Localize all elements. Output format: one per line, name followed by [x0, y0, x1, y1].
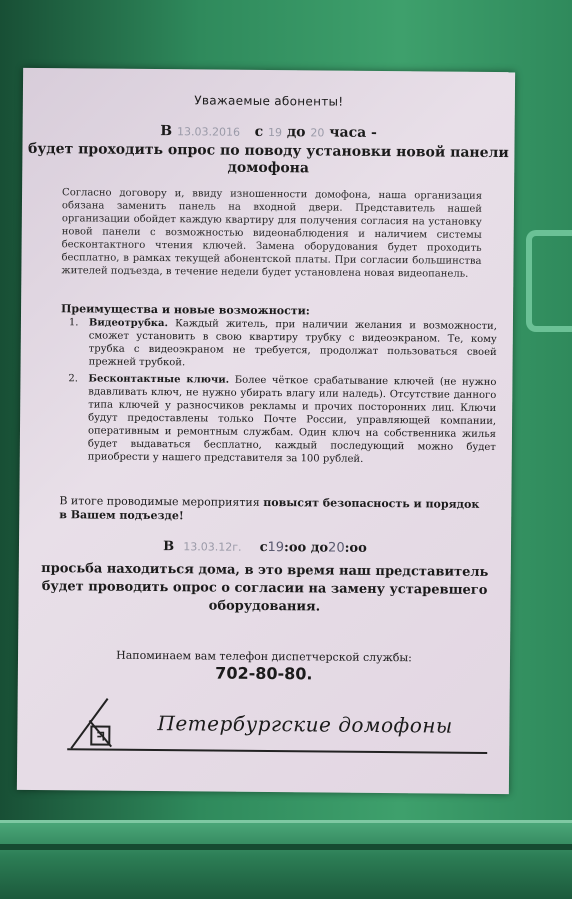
handwritten-visit-to-hour: 20 [328, 540, 345, 556]
handwritten-to-hour: 20 [310, 126, 325, 140]
survey-heading: будет проходить опрос по поводу установки новой панели домофона [27, 140, 509, 177]
list-item [68, 372, 497, 467]
advantages-title: Преимущества и новые возможности: [61, 302, 310, 318]
notice-title: Уважаемые абоненты! [194, 93, 344, 109]
summary-text [59, 494, 489, 526]
phone-line [18, 662, 510, 685]
company-name: Петербургские домофоны [157, 711, 453, 738]
handwritten-visit-from-hour: 19 [267, 540, 285, 556]
door-hinge [526, 230, 572, 332]
list-item-number: 2. [68, 373, 79, 385]
handwritten-from-hour: 19 [267, 126, 283, 140]
door-trim-groove [0, 844, 572, 850]
to-prefix: до [286, 124, 306, 141]
handwritten-date: 13.03.2016 [176, 125, 241, 139]
handwritten-visit-date: 13.03.12г. [183, 540, 242, 554]
intro-paragraph: Согласно договору и, ввиду изношенности домофона, наша организация обязана заменить панель на входной двери. Представитель нашей организации обойдет каждую квартиру для получения согласия на установку новой панели с возможностью видеонаблюдения и наличием системы бесконтактного чтения ключей. Замена оборудования будет проходить бесплатно, в рамках текущей абонентской платы. При согласии большинства жителей подъезда, в течение недели будет установлена новая видеопанель. [61, 187, 483, 280]
door-trim [0, 820, 572, 899]
visit-time-line [19, 538, 511, 557]
advantages-list [68, 316, 497, 471]
visit-from-prefix: с [259, 539, 268, 556]
list-item-number: 1. [68, 317, 79, 329]
phone-number: 702-80-80 [215, 663, 307, 684]
list-item-title: Видеотрубка. [88, 317, 168, 330]
notice-sheet [17, 68, 515, 794]
list-item [69, 316, 497, 372]
company-logo [67, 694, 488, 760]
visit-prefix: В [163, 539, 175, 555]
visit-to-suffix: :оо [344, 540, 367, 556]
list-item-title: Бесконтактные ключи. [88, 373, 230, 386]
dispatcher-reminder: Напоминаем вам телефон диспетчерской службы: [116, 648, 412, 665]
date-prefix: В [160, 123, 173, 140]
visit-from-suffix: :оо до [284, 540, 329, 556]
summary-plain: В итоге проводимые мероприятия [59, 494, 260, 509]
house-key-logo-icon [67, 694, 138, 753]
hours-suffix: часа - [329, 124, 377, 141]
request-text: просьба находиться дома, в это время наш представитель будет проводить опрос о согласии на замену устаревшего оборудования. [41, 561, 489, 615]
list-item-text: Более чёткое срабатывание ключей (не нужно вдавливать ключ, не нужно убирать влагу или наледь). Отсутствие данного типа ключей у разносчиков рекламы и прочих посторонних лиц. Ключи будут предоставлены только Почте России, управляющей компании, оперативным и ремонтным службам. Один ключ на собственника жилья будет выдаваться бесплатно, каждый последующий можно будет приобрести у нашего представителя за 100 рублей. [87, 374, 497, 465]
summary-bold: повысят безопасность и порядок в Вашем подъезде! [59, 495, 480, 523]
from-prefix: с [254, 123, 264, 140]
survey-date-line [23, 122, 515, 142]
phone-suffix: . [306, 664, 313, 684]
list-item-text: Каждый житель, при наличии желания и возможности, сможет установить в свою квартиру трубку с видеоэкраном. Те, кому трубка с видеоэкраном не требуется, продолжат пользоваться своей прежней трубкой. [88, 318, 497, 369]
